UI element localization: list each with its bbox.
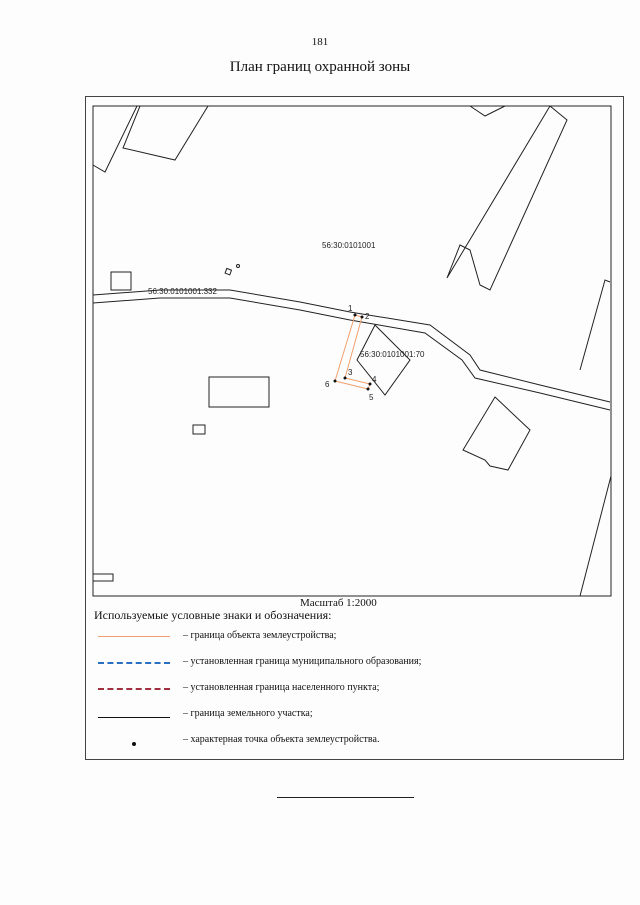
building-center-left <box>209 377 269 407</box>
parcel-label-road: 56:30:0101001:332 <box>148 287 217 296</box>
legend-text: – граница земельного участка; <box>183 708 313 719</box>
building-top-right <box>447 106 567 290</box>
parcel-label-small: 56:30:0101001:70 <box>360 350 425 359</box>
point-6 <box>334 380 337 383</box>
legend-swatch-settlement-boundary <box>98 688 170 690</box>
point-label-3: 3 <box>348 368 353 377</box>
point-3 <box>344 377 347 380</box>
point-label-1: 1 <box>348 304 353 313</box>
legend-swatch-point <box>132 742 136 746</box>
parcel-bottom-right-edge <box>580 476 611 596</box>
small-building-bottom <box>193 425 205 434</box>
legend-item-municipal-boundary <box>98 656 618 670</box>
legend-swatch-municipal-boundary <box>98 662 170 664</box>
legend-text: – установленная граница муниципального образования; <box>183 656 422 667</box>
point-label-4: 4 <box>372 375 377 384</box>
building-center <box>357 325 410 395</box>
point-label-6: 6 <box>325 380 330 389</box>
map-border <box>93 106 611 596</box>
legend-text: – граница объекта землеустройства; <box>183 630 337 641</box>
legend-item-land-plot-boundary <box>98 708 618 722</box>
legend-swatch-object-boundary <box>98 636 170 637</box>
page-number: 181 <box>311 36 329 48</box>
map-scale: Масштаб 1:2000 <box>300 597 377 609</box>
parcel-right-edge <box>580 280 610 370</box>
parcel-label-main: 56:30:0101001 <box>322 241 376 250</box>
legend-swatch-land-plot-boundary <box>98 717 170 718</box>
point-label-5: 5 <box>369 393 374 402</box>
small-building-bottom-left <box>93 574 113 581</box>
building-right <box>463 397 530 470</box>
parcel-top-notch <box>470 106 505 116</box>
legend-item-object-boundary <box>98 630 618 644</box>
point-2 <box>361 316 364 319</box>
legend-text: – характерная точка объекта землеустройства. <box>183 734 380 745</box>
signature-line <box>277 797 414 798</box>
page-title: План границ охранной зоны <box>229 59 411 75</box>
parcel-top-left-edge <box>93 106 137 172</box>
legend-item-settlement-boundary <box>98 682 618 696</box>
tiny-marker <box>237 265 240 268</box>
legend-text: – установленная граница населенного пункта; <box>183 682 380 693</box>
point-1 <box>354 314 357 317</box>
small-building-left <box>111 272 131 290</box>
point-5 <box>367 388 370 391</box>
legend-title: Используемые условные знаки и обозначения: <box>94 608 332 622</box>
building-top-left <box>123 106 208 160</box>
point-label-2: 2 <box>365 312 370 321</box>
tiny-building <box>225 268 231 274</box>
legend-item-characteristic-point <box>98 734 618 748</box>
